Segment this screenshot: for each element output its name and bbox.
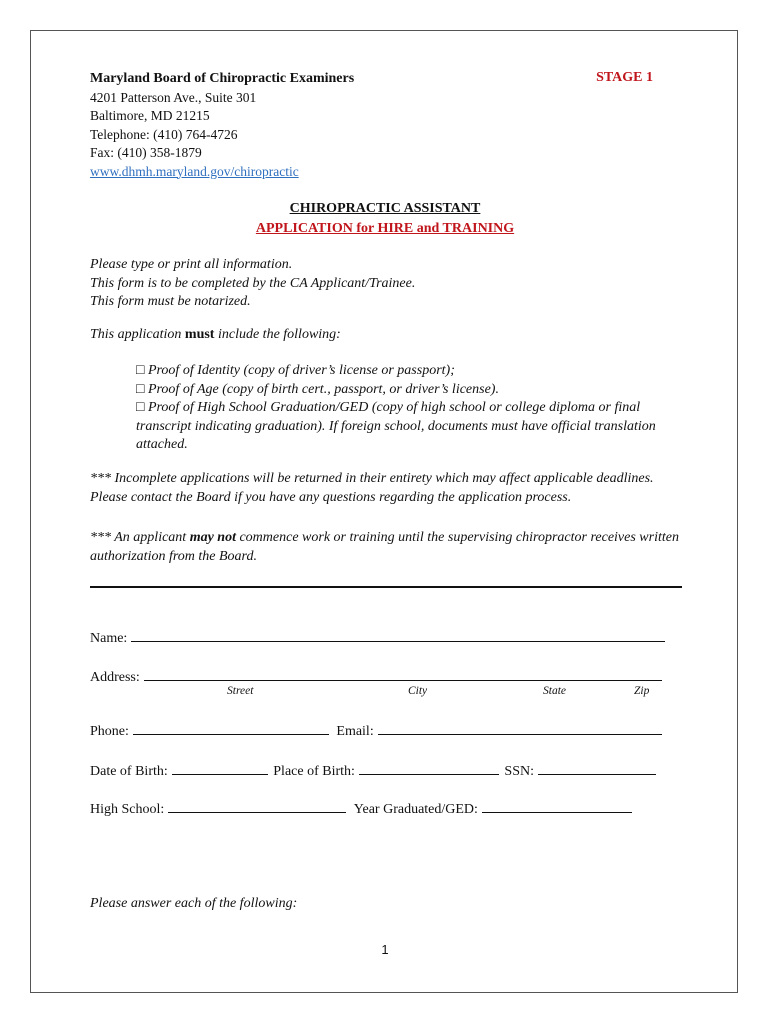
ssn-label: SSN: <box>504 764 534 779</box>
requirements-checklist <box>136 362 676 455</box>
checklist-item-graduation[interactable]: □ Proof of High School Graduation/GED (copy of high school or college diploma or final transcript indicating graduation). If foreign school, documents must have official translation attached. <box>136 400 656 453</box>
intro-bold: must <box>184 327 215 342</box>
note2-prefix: *** An applicant <box>90 530 190 545</box>
intro-suffix: include the following: <box>214 327 341 342</box>
form-title <box>0 199 770 239</box>
email-label: Email: <box>336 724 374 739</box>
checklist-item-age[interactable]: □ Proof of Age (copy of birth cert., passport, or driver’s license). <box>136 381 499 397</box>
website-link[interactable]: www.dhmh.maryland.gov/chiropractic <box>90 163 299 179</box>
board-contact-block <box>90 70 354 181</box>
street-sublabel: Street <box>227 685 254 697</box>
title-line-1: CHIROPRACTIC ASSISTANT <box>289 201 481 216</box>
dob-field[interactable] <box>172 761 268 775</box>
ssn-field[interactable] <box>538 761 656 775</box>
year-graduated-field[interactable] <box>482 799 632 813</box>
address-label: Address: <box>90 670 140 685</box>
note2-suffix: commence work or training until the supervising chiropractor receives written authorization from the Board. <box>90 530 679 564</box>
birth-ssn-row <box>90 761 656 781</box>
checklist-item-identity[interactable]: □ Proof of Identity (copy of driver’s license or passport); <box>136 363 455 378</box>
incomplete-note: *** Incomplete applications will be returned in their entirety which may affect applicable deadlines. Please contact the Board if you have any questions regarding the application process. <box>90 471 654 505</box>
answer-prompt: Please answer each of the following: <box>90 896 298 911</box>
year-graduated-label: Year Graduated/GED: <box>353 802 478 817</box>
instruction-2: This form is to be completed by the CA Applicant/Trainee. <box>90 275 416 291</box>
phone-field[interactable] <box>133 721 329 735</box>
address-row <box>90 667 662 687</box>
requirements-intro <box>90 326 341 345</box>
board-name: Maryland Board of Chiropractic Examiners <box>90 71 355 86</box>
dob-label: Date of Birth: <box>90 764 168 779</box>
email-field[interactable] <box>378 721 662 735</box>
pob-label: Place of Birth: <box>273 764 355 779</box>
intro-prefix: This application <box>90 327 185 342</box>
instruction-1: Please type or print all information. <box>90 257 293 272</box>
pob-field[interactable] <box>359 761 499 775</box>
instruction-3: This form must be notarized. <box>90 294 251 310</box>
telephone: Telephone: (410) 764-4726 <box>90 126 238 142</box>
note2-bold: may not <box>189 530 236 545</box>
stage-label: STAGE 1 <box>596 70 653 85</box>
name-row <box>90 628 665 648</box>
high-school-field[interactable] <box>168 799 346 813</box>
city-sublabel: City <box>408 685 428 697</box>
address-line-1: 4201 Patterson Ave., Suite 301 <box>90 89 257 105</box>
section-divider <box>90 586 682 588</box>
name-label: Name: <box>90 631 128 646</box>
fax: Fax: (410) 358-1879 <box>90 145 202 160</box>
state-sublabel: State <box>543 685 566 697</box>
school-row <box>90 799 632 819</box>
page-number: 1 <box>381 942 389 957</box>
address-line-2: Baltimore, MD 21215 <box>90 108 210 123</box>
zip-sublabel: Zip <box>634 685 650 697</box>
name-field[interactable] <box>131 628 665 642</box>
title-line-2: APPLICATION for HIRE and TRAINING <box>255 221 515 236</box>
high-school-label: High School: <box>90 802 165 817</box>
authorization-note <box>90 529 690 566</box>
instructions <box>90 256 415 312</box>
address-field[interactable] <box>144 667 662 681</box>
phone-label: Phone: <box>90 724 129 739</box>
phone-email-row <box>90 721 662 741</box>
